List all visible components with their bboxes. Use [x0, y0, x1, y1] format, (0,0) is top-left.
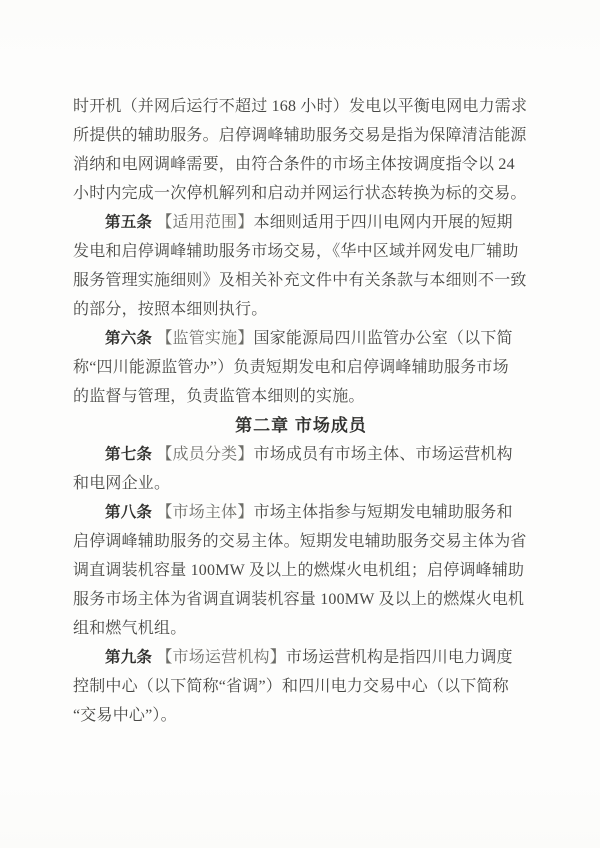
text-line	[73, 121, 529, 150]
text-line	[73, 585, 529, 614]
text-line	[73, 527, 529, 556]
text-line	[73, 469, 529, 498]
body-text: 消纳和电网调峰需要，由符合条件的市场主体按调度指令以 24	[73, 156, 515, 173]
chapter-heading: 第二章 市场成员	[235, 416, 367, 435]
text-line	[73, 498, 529, 527]
body-text: 称“四川能源监管办”）负责短期发电和启停调峰辅助服务市场	[73, 359, 509, 376]
article-number: 第六条	[105, 330, 153, 347]
body-text: 调直调装机容量 100MW 及以上的燃煤火电机组；启停调峰辅助	[73, 562, 525, 579]
text-line	[73, 150, 529, 179]
article-label: 【成员分类】	[156, 446, 254, 463]
body-text: 所提供的辅助服务。启停调峰辅助服务交易是指为保障清洁能源	[73, 127, 527, 144]
body-text: 的监督与管理，负责监管本细则的实施。	[73, 388, 365, 405]
text-line	[73, 237, 529, 266]
article-number: 第五条	[105, 214, 153, 231]
text-line	[73, 701, 529, 730]
text-line	[73, 179, 529, 208]
body-text: 发电和启停调峰辅助服务市场交易，《华中区域并网发电厂辅助	[73, 243, 519, 260]
text-line	[73, 672, 529, 701]
text-line	[73, 324, 529, 353]
body-text: 时开机（并网后运行不超过 168 小时）发电以平衡电网电力需求	[73, 98, 528, 115]
text-line	[73, 353, 529, 382]
body-text: 小时内完成一次停机解列和启动并网运行状态转换为标的交易。	[73, 185, 527, 202]
article-number: 第七条	[105, 446, 153, 463]
article-label: 【适用范围】	[156, 214, 254, 231]
text-line	[73, 643, 529, 672]
body-text: 服务市场主体为省调直调装机容量 100MW 及以上的燃煤火电机	[73, 591, 525, 608]
body-text: 国家能源局四川监管办公室（以下简	[253, 330, 513, 347]
text-line	[73, 440, 529, 469]
text-line	[73, 295, 529, 324]
body-text: 组和燃气机组。	[73, 620, 187, 637]
text-line	[73, 92, 529, 121]
body-text: 市场成员有市场主体、市场运营机构	[253, 446, 513, 463]
text-line	[73, 208, 529, 237]
text-line	[73, 556, 529, 585]
body-text: 控制中心（以下简称“省调”）和四川电力交易中心（以下简称	[73, 678, 509, 695]
chapter-heading-line	[73, 411, 529, 440]
text-line	[73, 614, 529, 643]
article-label: 【监管实施】	[156, 330, 254, 347]
body-text: 启停调峰辅助服务的交易主体。短期发电辅助服务交易主体为省	[73, 533, 527, 550]
body-text: 和电网企业。	[73, 475, 171, 492]
article-label: 【市场主体】	[156, 504, 254, 521]
body-text: 市场运营机构是指四川电力调度	[285, 649, 513, 666]
body-text: 市场主体指参与短期发电辅助服务和	[253, 504, 513, 521]
body-text: 本细则适用于四川电网内开展的短期	[253, 214, 513, 231]
article-number: 第九条	[105, 649, 153, 666]
text-line	[73, 382, 529, 411]
body-text: “交易中心”）。	[73, 707, 177, 724]
body-text: 服务管理实施细则》及相关补充文件中有关条款与本细则不一致	[73, 272, 527, 289]
article-number: 第八条	[105, 504, 153, 521]
text-line	[73, 266, 529, 295]
document-text-block	[73, 92, 529, 730]
article-label: 【市场运营机构】	[156, 649, 286, 666]
body-text: 的部分，按照本细则执行。	[73, 301, 268, 318]
